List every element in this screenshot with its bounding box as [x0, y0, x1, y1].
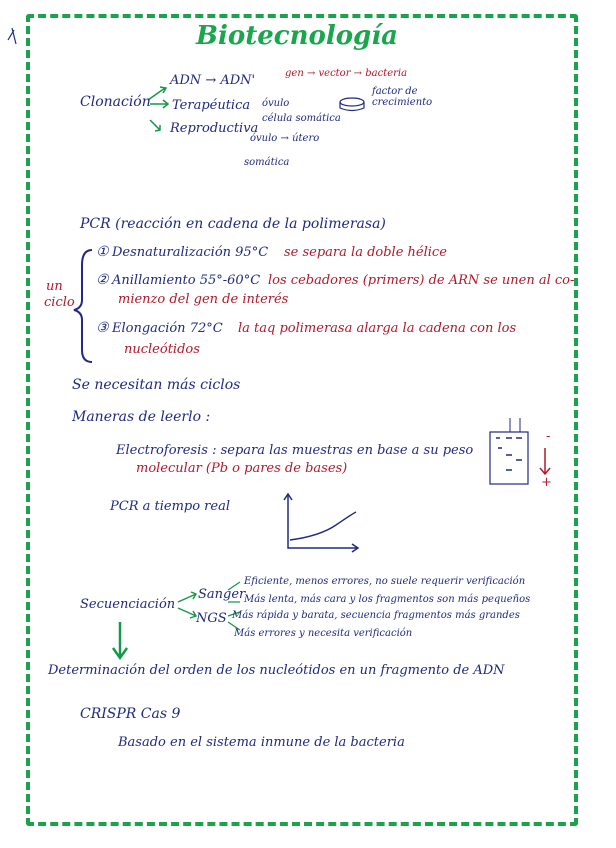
step3-desc: la taq polimerasa alarga la cadena con los — [238, 321, 517, 336]
brace-icon — [74, 250, 92, 362]
petri-dish-icon — [340, 98, 364, 106]
crispr-desc: Basado en el sistema inmune de la bacteria — [118, 735, 405, 750]
step2-desc: los cebadores (primers) de ARN se unen al co- — [268, 273, 575, 288]
arrow-down-red-icon — [540, 448, 550, 474]
ovulo-text: óvulo — [262, 98, 290, 109]
amplification-curve — [290, 512, 356, 540]
sanger-label: Sanger — [198, 587, 246, 602]
step1-num: ① — [96, 244, 109, 260]
determinacion-text: Determinación del orden de los nucleótidos en un fragmento de ADN — [48, 663, 505, 678]
gen-vector-text: gen → vector → bacteria — [285, 68, 408, 79]
gel-minus: - — [546, 429, 551, 444]
step2-text: Anillamiento 55°-60°C — [112, 273, 261, 288]
step3-desc2: nucleótidos — [124, 342, 200, 357]
electro-text: Electroforesis : separa las muestras en base a su peso — [116, 443, 474, 458]
somatico-text: somática — [244, 157, 290, 168]
page-title: Biotecnología — [196, 21, 398, 51]
crispr-heading: CRISPR Cas 9 — [80, 706, 181, 722]
pcr-tiempo-real: PCR a tiempo real — [110, 499, 230, 514]
arrow-down-bold-icon — [113, 622, 127, 658]
electro-text-2: molecular (Pb o pares de bases) — [136, 461, 348, 476]
gel-plus: + — [541, 475, 552, 490]
ngs-1: Más rápida y barata, secuencia fragmentos más grandes — [232, 610, 520, 621]
ngs-label: NGS — [196, 611, 227, 626]
pen-mark-icon — [8, 28, 16, 44]
sanger-2: Más lenta, más cara y los fragmentos son más pequeños — [244, 594, 531, 605]
secuenciacion-label: Secuenciación — [80, 597, 176, 612]
step2-desc2: mienzo del gen de interés — [118, 292, 289, 307]
sanger-1: Eficiente, menos errores, no suele requerir verificación — [244, 576, 526, 587]
ngs-2: Más errores y necesita verificación — [234, 628, 413, 639]
ovulo-utero-text: óvulo → útero — [250, 133, 320, 144]
ciclo-label-2: ciclo — [44, 295, 75, 310]
step1-desc: se separa la doble hélice — [284, 245, 447, 260]
ciclo-label-1: un — [46, 279, 63, 294]
step3-text: Elongación 72°C — [112, 321, 223, 336]
celula-text: célula somática — [262, 113, 341, 124]
step3-num: ③ — [96, 320, 109, 336]
gel-icon — [490, 432, 528, 484]
step2-num: ② — [96, 272, 109, 288]
arrow-right-icon — [150, 100, 168, 108]
arrow-down-icon — [150, 120, 160, 131]
graph-axes-icon — [288, 495, 358, 548]
reproductiva-text: Reproductiva — [170, 121, 259, 136]
factor-text: factor de crecimiento — [372, 86, 433, 108]
step1-text: Desnaturalización 95°C — [112, 245, 269, 260]
maneras-heading: Maneras de leerlo : — [72, 409, 211, 425]
terapeutica-text: Terapéutica — [172, 98, 251, 113]
ciclos-text: Se necesitan más ciclos — [72, 377, 241, 393]
adn-text: ADN → ADN' — [170, 73, 256, 88]
clonacion-label: Clonación — [80, 94, 151, 110]
pcr-heading: PCR (reacción en cadena de la polimerasa) — [80, 216, 386, 232]
